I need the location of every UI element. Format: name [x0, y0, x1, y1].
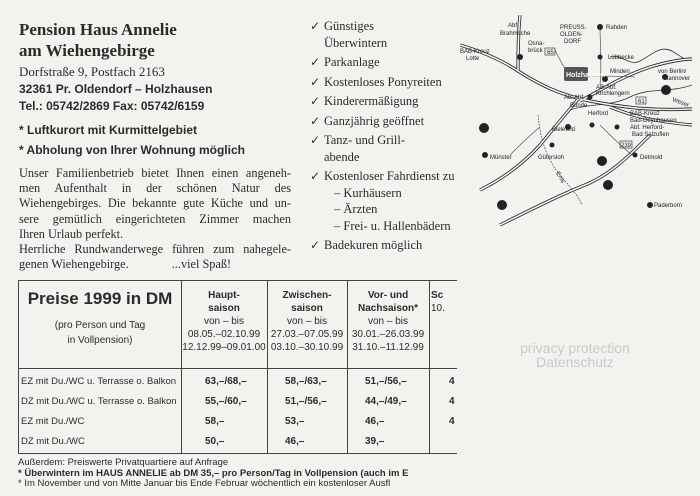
map-label: OLDEN-	[560, 32, 583, 38]
season-header: Zwischen- saison von – bis 27.03.–07.05.99 03.10.–30.10.99	[270, 290, 344, 353]
footer-line: Außerdem: Preiswerte Privatquartiere auf Anfrage	[18, 458, 229, 468]
description-line: Wiehengebirges. Die bekannte gute Küche und un-	[19, 196, 291, 211]
checkmark-icon: ✓	[310, 113, 321, 128]
season-header: Sc 10.	[431, 290, 445, 314]
map-label: DORF	[564, 39, 581, 45]
map-label: Abf. Herford-	[630, 125, 665, 131]
map-label: Lotte	[466, 56, 480, 62]
checklist-subitem: – Frei- u. Hallenbädern	[334, 218, 451, 233]
map-label: von Berlin/	[658, 69, 687, 75]
price-cell: 55,–/60,–	[205, 396, 247, 407]
map-label: 61	[638, 99, 645, 105]
map-label: Bad Salzuflen	[632, 132, 670, 138]
map-label: Detmold	[640, 155, 663, 161]
highlight-kurort: * Luftkurort mit Kurmittelgebiet	[19, 123, 198, 137]
price-table-subtitle: in Vollpension)	[67, 335, 133, 346]
price-table-title: Preise 1999 in DM	[27, 289, 173, 308]
checklist-subitem: Überwintern	[324, 35, 388, 50]
map-label: AB-Abf.	[596, 85, 617, 91]
season-header: Vor- und Nachsaison* von – bis 30.01.–26.03.99 31.10.–11.12.99	[351, 290, 425, 353]
map-label: AB-Abf.	[564, 95, 585, 101]
description-line: Herrliche Rundwanderwege führen zum nahegele-	[19, 242, 291, 257]
address-street: Dorfstraße 9, Postfach 2163	[19, 64, 165, 79]
checklist-item-label: Kinderermäßigung	[324, 94, 419, 108]
page-subtitle: am Wiehengebirge	[19, 41, 155, 60]
checklist-item-label: Badekuren möglich	[324, 238, 423, 252]
price-cell: 46,–	[285, 436, 305, 447]
checkmark-icon: ✓	[310, 94, 321, 108]
map-label: BAB-Kreuz	[630, 111, 660, 117]
checklist-subitem: abende	[324, 149, 360, 164]
checklist-item	[310, 113, 470, 130]
map-label: 65	[547, 50, 554, 56]
description-line: sere gemütlich eingerichteten Zimmer machen	[19, 211, 291, 226]
map-label: Kirchlengern	[596, 91, 630, 97]
highlight-abholung: * Abholung von Ihrer Wohnung möglich	[19, 143, 245, 157]
footer-notes	[18, 458, 450, 490]
map-label: Münster	[490, 155, 512, 161]
column-divider	[429, 281, 430, 453]
checklist-item	[310, 54, 470, 71]
map-label: Bünde	[570, 103, 588, 109]
checklist-item-label: Parkanlage	[324, 55, 380, 69]
watermark-line: privacy protection	[520, 340, 630, 356]
map-label: 239	[621, 143, 632, 149]
description-line: Ihren Urlaub perfekt.	[19, 226, 124, 241]
description-line: Unser Familienbetrieb bietet Ihnen einen angeneh-	[19, 166, 291, 180]
map-label: Paderborn	[654, 203, 683, 209]
price-cell: 58,–/63,–	[285, 376, 327, 387]
map-label: Weser	[671, 97, 690, 109]
price-cell: 51,–/56,–	[365, 376, 407, 387]
map-label: Lübbecke	[608, 55, 635, 61]
price-cell: 4	[449, 396, 455, 407]
description-paragraph	[19, 166, 291, 272]
header-divider	[19, 368, 457, 369]
price-cell: 58,–	[205, 416, 225, 427]
checklist-item-label: Günstiges	[324, 19, 374, 33]
checkmark-icon: ✓	[310, 74, 321, 89]
amenities-checklist	[310, 18, 470, 257]
checklist-item-label: Kostenloses Ponyreiten	[324, 74, 442, 89]
checkmark-icon: ✓	[310, 133, 321, 147]
checkmark-icon: ✓	[310, 19, 321, 33]
price-row-label: EZ mit Du./WC u. Terrasse o. Balkon	[21, 376, 177, 387]
checkmark-icon: ✓	[310, 169, 321, 183]
map-label: Gütersloh	[538, 155, 565, 161]
description-line: genen Wiehengebirge. ...viel Spaß!	[19, 257, 232, 272]
price-row-label: EZ mit Du./WC	[21, 416, 85, 427]
page-title: Pension Haus Annelie	[19, 20, 177, 39]
map-label: Herford	[588, 111, 609, 117]
price-cell: 39,–	[365, 436, 385, 447]
watermark	[500, 341, 650, 369]
location-map	[460, 15, 692, 240]
map-label: Minden	[610, 69, 630, 75]
checklist-item	[310, 168, 470, 234]
address-city: 32361 Pr. Oldendorf – Holzhausen	[19, 82, 213, 96]
map-label: Holzhausen	[566, 72, 606, 79]
checklist-item-label: Tanz- und Grill-	[324, 133, 406, 147]
checkmark-icon: ✓	[310, 238, 321, 252]
checklist-item-label: Ganzjährig geöffnet	[324, 113, 425, 128]
price-table-subtitle: (pro Person und Tag	[54, 320, 146, 331]
price-table	[18, 280, 457, 454]
price-cell: 44,–/49,–	[365, 396, 407, 407]
map-label: Ems	[554, 171, 566, 185]
map-label: Osna-	[528, 41, 545, 47]
description-line: men Aufenthalt in der schönen Natur des	[19, 181, 291, 196]
footer-line: * Überwintern im HAUS ANNELIE ab DM 35,– pro Person/Tag in Vollpension (auch im E	[18, 467, 409, 479]
footer-line: * Im November und von Mitte Januar bis Ende Februar wöchentlich ein kostenloser Ausfl	[18, 478, 391, 489]
map-label: Rahden	[606, 25, 628, 31]
price-cell: 53,–	[285, 416, 305, 427]
price-cell: 51,–/56,–	[285, 396, 327, 407]
season-header: Haupt- saison von – bis 08.05.–02.10.99 12.12.99–09.01.00	[182, 290, 266, 353]
map-label: Hannover	[664, 76, 691, 82]
watermark-line: Datenschutz	[536, 354, 614, 370]
map-label: brück	[528, 48, 543, 54]
price-cell: 4	[449, 416, 455, 427]
checklist-subitem: – Ärzten	[334, 202, 378, 216]
price-cell: 50,–	[205, 436, 225, 447]
checklist-item-label: Kostenloser Fahrdienst zu	[324, 169, 455, 183]
map-label: Bielefeld	[552, 127, 576, 133]
price-cell: 63,–/68,–	[205, 376, 247, 387]
price-row-label: DZ mit Du./WC	[21, 436, 85, 447]
map-label: BAB-Kreuz	[460, 49, 490, 55]
checklist-item	[310, 93, 470, 110]
checklist-item	[310, 237, 470, 254]
checkmark-icon: ✓	[310, 55, 321, 69]
price-cell: 46,–	[365, 416, 385, 427]
checklist-subitem: – Kurhäusern	[334, 185, 402, 200]
map-label: PREUSS.	[560, 25, 587, 31]
checklist-item	[310, 18, 470, 51]
map-label: Brahmsche	[500, 31, 531, 37]
map-label: Bad-Oeynhausen	[630, 118, 677, 124]
price-cell: 4	[449, 376, 455, 387]
price-row-label: DZ mit Du./WC u. Terrasse o. Balkon	[21, 396, 177, 407]
checklist-item	[310, 74, 470, 91]
checklist-item	[310, 132, 470, 165]
map-label: Abf.	[508, 23, 519, 29]
address-phone-fax: Tel.: 05742/2869 Fax: 05742/6159	[19, 99, 205, 113]
